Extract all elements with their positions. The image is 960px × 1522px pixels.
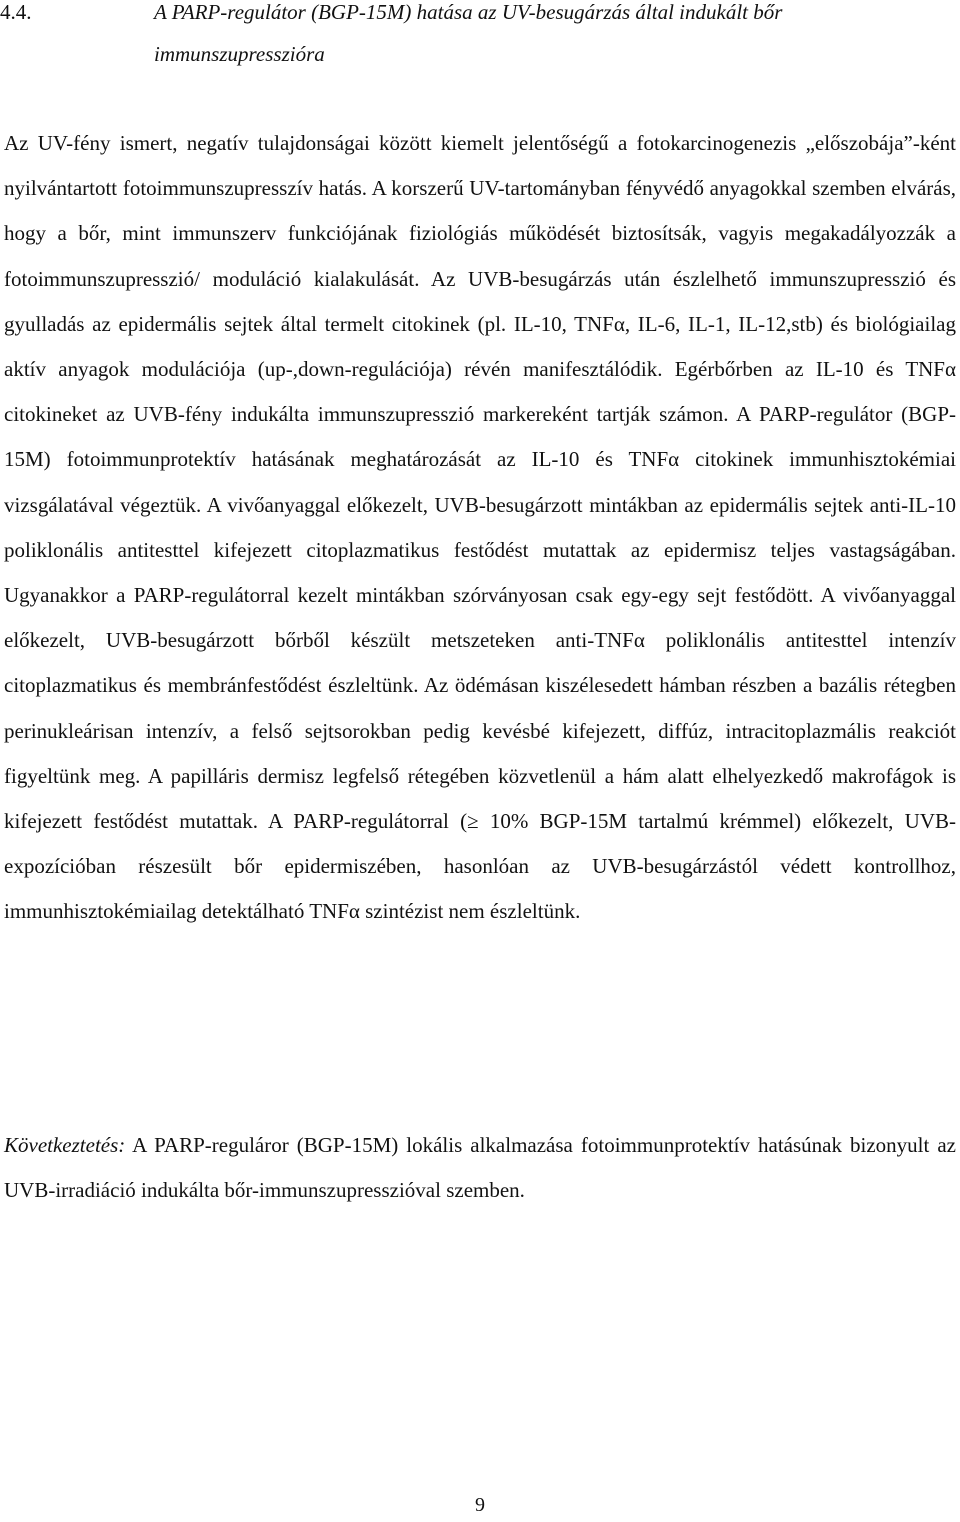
conclusion-label: Következtetés: [4, 1133, 126, 1157]
conclusion-paragraph [4, 1123, 956, 1213]
section-title: A PARP-regulátor (BGP-15M) hatása az UV-besugárzás által indukált bőr immunszupresszióra [154, 0, 783, 66]
section-number: 4.4. [0, 0, 32, 24]
body-paragraph: Az UV-fény ismert, negatív tulajdonságai között kiemelt jelentőségű a fotokarcinogenezis „előszobája”-ként nyilvántartott fotoimmunszupresszív hatás. A korszerű UV-tartományban fényvédő anyagokkal szemben elvárás, hogy a bőr, mint immunszerv funkciójának fiziológiás működését biztosítsák, vagyis megakadályozzák a fotoimmunszupresszió/ moduláció kialakulását. Az UVB-besugárzás után észlelhető immunszupresszió és gyulladás az epidermális sejtek által termelt citokinek (pl. IL-10, TNFα, IL-6, IL-1, IL-12,stb) és biológiailag aktív anyagok modulációja (up-,down-regulációja) révén manifesztálódik. Egérbőrben az IL-10 és TNFα citokineket az UVB-fény indukálta immunszupresszió markereként tartják számon. A PARP-regulátor (BGP-15M) fotoimmunprotektív hatásának meghatározását az IL-10 és TNFα citokinek immunhisztokémiai vizsgálatával végeztük. A vivőanyaggal előkezelt, UVB-besugárzott mintákban az epidermális sejtek anti-IL-10 poliklonális antitesttel kifejezett citoplazmatikus festődést mutattak az epidermisz teljes vastagságában. Ugyanakkor a PARP-regulátorral kezelt mintákban szórványosan csak egy-egy sejt festődött. A vivőanyaggal előkezelt, UVB-besugárzott bőrből készült metszeteken anti-TNFα poliklonális antitesttel intenzív citoplazmatikus és membránfestődést észleltünk. Az ödémásan kiszélesedett hámban részben a bazális rétegben perinukleárisan intenzív, a felső sejtsorokban pedig kevésbé kifejezett, diffúz, intracitoplazmális reakciót figyeltünk meg. A papilláris dermisz legfelső rétegében közvetlenül a hám alatt elhelyezkedő makrofágok is kifejezett festődést mutattak. A PARP-regulátorral (≥ 10% BGP-15M tartalmú krémmel) előkezelt, UVB-expozícióban részesült bőr epidermiszében, hasonlóan az UVB-besugárzástól védett kontrollhoz, immunhisztokémiailag detektálható TNFα szintézist nem észleltünk. [4, 131, 956, 924]
page-number: 9 [475, 1494, 485, 1516]
conclusion-text: A PARP-reguláror (BGP-15M) lokális alkalmazása fotoimmunprotektív hatásúnak bizonyult az UVB-irradiáció indukálta bőr-immunszupresszióval szemben. [4, 1133, 956, 1203]
